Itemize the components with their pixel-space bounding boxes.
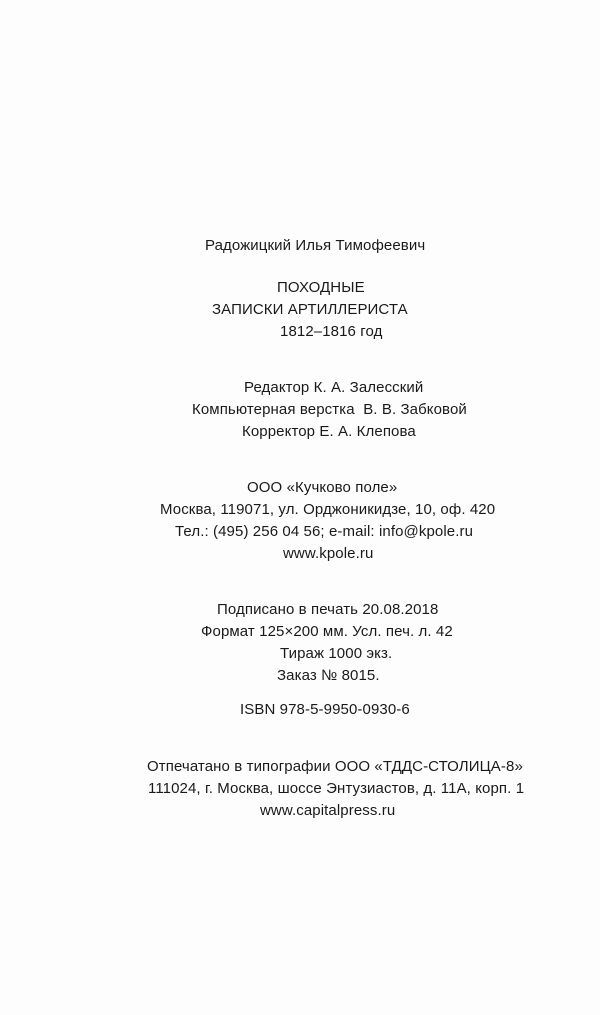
title-years: 1812–1816 год xyxy=(280,323,383,340)
title-line-1: ПОХОДНЫЕ xyxy=(277,279,365,296)
print-order: Заказ № 8015. xyxy=(277,667,380,684)
credit-layout xyxy=(192,401,467,419)
proof-name: Е. А. Клепова xyxy=(319,423,416,440)
editor-role: Редактор xyxy=(244,379,310,396)
printer-website: www.capitalpress.ru xyxy=(260,802,396,819)
publisher-name: ООО «Кучково поле» xyxy=(247,479,398,496)
publisher-contacts: Тел.: (495) 256 04 56; e-mail: info@kpole.ru xyxy=(175,523,474,540)
publisher-website: www.kpole.ru xyxy=(283,545,374,562)
credit-editor xyxy=(244,379,423,397)
layout-name: В. В. Забковой xyxy=(363,401,467,418)
layout-role: Компьютерная верстка xyxy=(192,401,355,418)
title-line-2: ЗАПИСКИ АРТИЛЛЕРИСТА xyxy=(212,301,408,318)
author-name: Радожицкий Илья Тимофеевич xyxy=(205,237,426,254)
proof-role: Корректор xyxy=(242,423,316,440)
print-circulation: Тираж 1000 экз. xyxy=(280,645,393,662)
print-signed: Подписано в печать 20.08.2018 xyxy=(217,601,439,618)
printer-address: 111024, г. Москва, шоссе Энтузиастов, д. 11А, корп. 1 xyxy=(148,780,525,797)
isbn: ISBN 978-5-9950-0930-6 xyxy=(240,701,410,718)
print-format: Формат 125×200 мм. Усл. печ. л. 42 xyxy=(201,623,453,640)
editor-name: К. А. Залесский xyxy=(313,379,424,396)
credit-proofreader xyxy=(242,423,416,441)
publisher-address: Москва, 119071, ул. Орджоникидзе, 10, оф. 420 xyxy=(160,501,496,518)
printer-line: Отпечатано в типографии ООО «ТДДС-СТОЛИЦА-8» xyxy=(147,758,523,775)
